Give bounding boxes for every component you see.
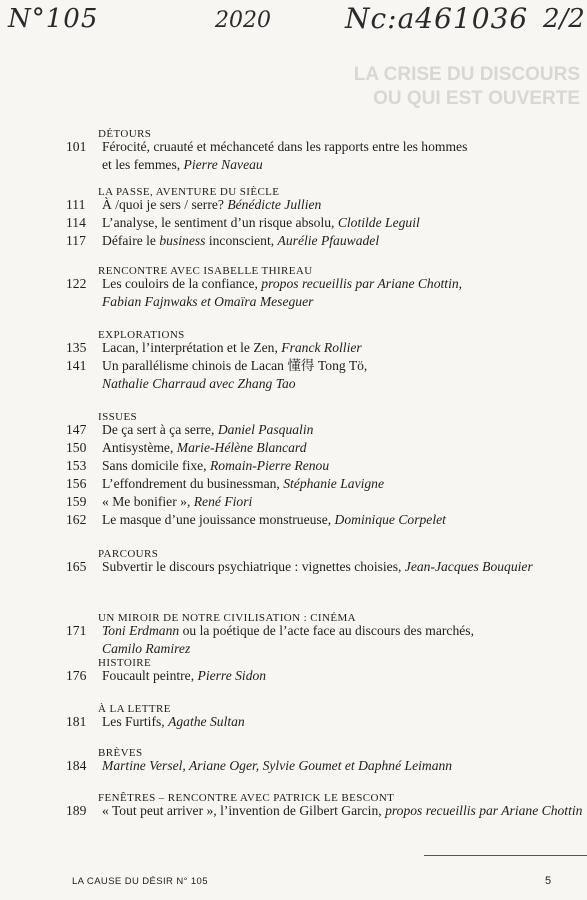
toc-entry [66, 622, 586, 658]
title-text: « Tout peut arriver », l’invention de Gilbert Garcin, [102, 803, 386, 818]
entry-line [102, 375, 586, 393]
entry-page-number: 156 [66, 476, 87, 491]
entry-title [102, 214, 586, 232]
toc-entry [66, 232, 586, 250]
toc-entry [66, 214, 586, 232]
footer-page-number: 5 [545, 875, 552, 887]
entry-page-number: 181 [66, 714, 87, 729]
author-or-emphasis: Franck Rollier [281, 340, 362, 355]
entry-title [102, 511, 586, 529]
entry-line [102, 558, 586, 576]
section-heading: RENCONTRE AVEC ISABELLE THIREAU [98, 265, 313, 277]
entry-line [102, 640, 586, 658]
handwritten-issue-number: N°105 [8, 4, 99, 34]
author-or-emphasis: Marie-Hélène Blancard [176, 440, 307, 455]
entry-title [102, 457, 586, 475]
title-text: Défaire le [102, 233, 160, 248]
entry-page-number: 111 [66, 197, 86, 212]
section-heading: HISTOIRE [98, 657, 152, 669]
section-heading: DÉTOURS [98, 128, 152, 140]
entry-title [102, 421, 586, 439]
entry-page-number: 135 [66, 340, 87, 355]
entry-line [102, 475, 586, 493]
author-or-emphasis: Aurélie Pfauwadel [277, 233, 380, 248]
entry-line [102, 138, 586, 156]
author-or-emphasis: Martine Versel, Ariane Oger, Sylvie Goumet et Daphné Leimann [102, 758, 453, 773]
author-or-emphasis: Dominique Corpelet [334, 512, 446, 527]
entry-page-number: 150 [66, 440, 87, 455]
section-heading: LA PASSE, AVENTURE DU SIÈCLE [98, 186, 280, 198]
author-or-emphasis: René Fiori [193, 494, 253, 509]
entry-line [102, 156, 586, 174]
entry-title [102, 493, 586, 511]
entry-line [102, 713, 586, 731]
entry-line [102, 493, 586, 511]
entry-line [102, 457, 586, 475]
title-text: « Me bonifier », [102, 494, 194, 509]
toc-entry [66, 196, 586, 214]
title-text: Subvertir le discours psychiatrique : vignettes choisies, [102, 559, 405, 574]
title-text: À /quoi je sers / serre? [102, 197, 228, 212]
author-or-emphasis: Nathalie Charraud avec Zhang Tao [102, 376, 296, 391]
entry-line [102, 439, 586, 457]
section-heading: ISSUES [98, 411, 138, 423]
bleed-through-line-1: LA CRISE DU DISCOURS [353, 64, 580, 85]
entry-page-number: 159 [66, 494, 87, 509]
author-or-emphasis: Pierre Naveau [183, 157, 263, 172]
entry-line [102, 667, 586, 685]
toc-entry [66, 757, 586, 775]
title-text: Le masque d’une jouissance monstrueuse, [102, 512, 335, 527]
section-heading: FENÊTRES – RENCONTRE AVEC PATRICK LE BESCONT [98, 792, 395, 804]
entry-line [102, 802, 586, 820]
title-text: inconscient, [205, 233, 278, 248]
section-heading: EXPLORATIONS [98, 329, 185, 341]
entry-line [102, 757, 586, 775]
entry-page-number: 117 [66, 233, 86, 248]
entry-title [102, 138, 586, 174]
toc-entry [66, 475, 586, 493]
title-text: Les Furtifs, [102, 714, 169, 729]
title-text: Lacan, l’interprétation et le Zen, [102, 340, 282, 355]
title-text: L’analyse, le sentiment d’un risque absolu, [102, 215, 338, 230]
section-heading: À LA LETTRE [98, 703, 171, 715]
author-or-emphasis: Daniel Pasqualin [217, 422, 314, 437]
entry-line [102, 511, 586, 529]
title-text: Férocité, cruauté et méchanceté dans les rapports entre les hommes [102, 139, 468, 154]
author-or-emphasis: Jean-Jacques Bouquier [404, 559, 533, 574]
title-text: Un parallélisme chinois de Lacan 懂得 Tong Tö, [102, 358, 368, 373]
toc-entry [66, 667, 586, 685]
entry-page-number: 101 [66, 139, 87, 154]
author-or-emphasis: business [159, 233, 206, 248]
entry-title [102, 357, 586, 393]
entry-page-number: 153 [66, 458, 87, 473]
section-heading: BRÈVES [98, 747, 143, 759]
toc-entry [66, 713, 586, 731]
toc-entry [66, 802, 586, 820]
entry-title [102, 475, 586, 493]
entry-page-number: 176 [66, 668, 87, 683]
toc-entry [66, 493, 586, 511]
entry-title [102, 339, 586, 357]
entry-page-number: 114 [66, 215, 86, 230]
toc-entry [66, 357, 586, 393]
section-heading: PARCOURS [98, 548, 159, 560]
entry-title [102, 196, 586, 214]
author-or-emphasis: Stéphanie Lavigne [283, 476, 385, 491]
author-or-emphasis: Bénédicte Jullien [227, 197, 322, 212]
bleed-through-line-2: OU QUI EST OUVERTE [373, 88, 580, 109]
author-or-emphasis: Toni Erdmann [102, 623, 180, 638]
toc-entry [66, 339, 586, 357]
toc-entry [66, 421, 586, 439]
toc-entry [66, 138, 586, 174]
author-or-emphasis: Pierre Sidon [197, 668, 267, 683]
entry-title [102, 802, 586, 820]
author-or-emphasis: Agathe Sultan [168, 714, 245, 729]
handwritten-catalog-code: Nc:a461036 [345, 2, 529, 35]
entry-title [102, 558, 586, 576]
title-text: Antisystème, [102, 440, 177, 455]
entry-title [102, 757, 586, 775]
entry-line [102, 622, 586, 640]
entry-page-number: 147 [66, 422, 87, 437]
entry-page-number: 122 [66, 276, 87, 291]
entry-line [102, 275, 586, 293]
entry-page-number: 165 [66, 559, 87, 574]
author-or-emphasis: Camilo Ramirez [102, 641, 191, 656]
title-text: Foucault peintre, [102, 668, 198, 683]
title-text: Les couloirs de la confiance, [102, 276, 262, 291]
title-text: et les femmes, [102, 157, 184, 172]
author-or-emphasis: propos recueillis par Ariane Chottin [385, 803, 583, 818]
title-text: Sans domicile fixe, [102, 458, 210, 473]
toc-entry [66, 457, 586, 475]
toc-entry [66, 275, 586, 311]
handwritten-fraction: 2/2 [543, 4, 585, 34]
entry-page-number: 162 [66, 512, 87, 527]
title-text: De ça sert à ça serre, [102, 422, 218, 437]
title-text: ou la poétique de l’acte face au discours des marchés, [179, 623, 474, 638]
footer-rule [424, 855, 587, 856]
entry-line [102, 357, 586, 375]
entry-title [102, 439, 586, 457]
footer-journal-title: LA CAUSE DU DÉSIR N° 105 [72, 876, 208, 887]
entry-title [102, 275, 586, 311]
entry-line [102, 421, 586, 439]
entry-page-number: 141 [66, 358, 87, 373]
author-or-emphasis: Fabian Fajnwaks et Omaïra Meseguer [102, 294, 314, 309]
toc-entry [66, 439, 586, 457]
entry-line [102, 214, 586, 232]
entry-line [102, 293, 586, 311]
section-heading: UN MIROIR DE NOTRE CIVILISATION : CINÉMA [98, 612, 356, 624]
toc-entry [66, 558, 586, 576]
entry-title [102, 713, 586, 731]
entry-page-number: 189 [66, 803, 87, 818]
entry-title [102, 622, 586, 658]
author-or-emphasis: Romain-Pierre Renou [209, 458, 330, 473]
entry-page-number: 184 [66, 758, 87, 773]
entry-line [102, 196, 586, 214]
author-or-emphasis: Clotilde Leguil [337, 215, 420, 230]
entry-title [102, 232, 586, 250]
handwritten-year: 2020 [215, 8, 271, 33]
entry-line [102, 339, 586, 357]
title-text: L’effondrement du businessman, [102, 476, 284, 491]
author-or-emphasis: propos recueillis par Ariane Chottin, [261, 276, 463, 291]
toc-entry [66, 511, 586, 529]
entry-line [102, 232, 586, 250]
entry-title [102, 667, 586, 685]
entry-page-number: 171 [66, 623, 87, 638]
